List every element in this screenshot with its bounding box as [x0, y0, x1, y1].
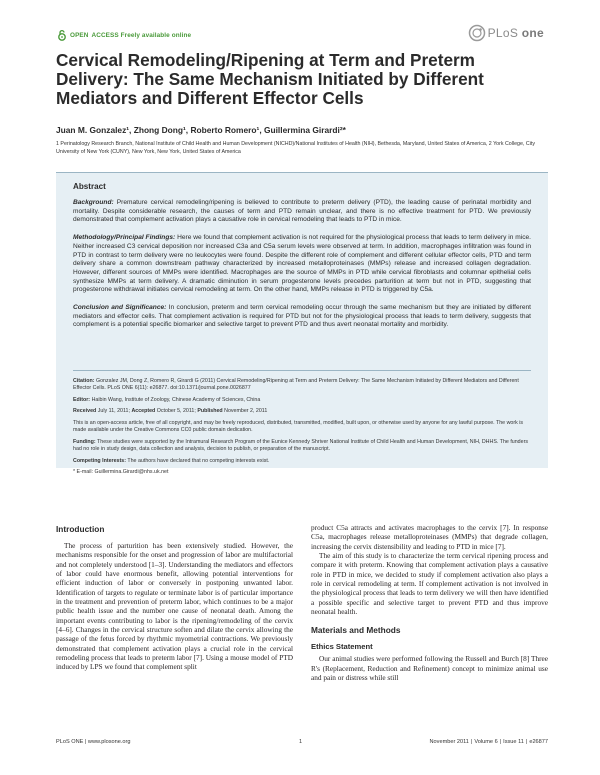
funding-label: Funding:: [73, 438, 96, 445]
introduction-heading: Introduction: [56, 524, 105, 534]
journal-name-one: one: [521, 26, 544, 40]
study-aim-paragraph: The aim of this study is to characterize the term cervical ripening process and compare it with preterm. Knowing that complement activation plays a causative role in PTD in mice, we decided to study if complement activation also plays a role in cervical remodeling at term. If complement activation is not involved in the physiological process that leads to term delivery we will then have identified a possible specific and selective target to prevent PTD and thus improve neonatal health.: [311, 551, 548, 617]
methods-heading: Materials and Methods: [311, 625, 401, 636]
citation: [73, 378, 531, 393]
received-date: July 11, 2011;: [97, 408, 130, 415]
background-text: Premature cervical remodeling/ripening is believed to contribute to preterm delivery (PTD), the leading cause of perinatal morbidity and mortality. Despite considerable research, the causes of term and PTD remain unclear, and there is no effective treatment for PTD. We previously demonstrated that complement activation plays a causative role in cervical remodeling that leads to PTD in mice.: [73, 199, 531, 224]
published-date: November 2, 2011: [224, 408, 268, 415]
footer-journal-site[interactable]: PLoS ONE | www.plosone.org: [56, 739, 131, 745]
footer-issue-info: November 2011 | Volume 6 | Issue 11 | e26877: [429, 739, 548, 745]
background-label: Background:: [73, 199, 114, 206]
competing-text: The authors have declared that no competing interests exist.: [127, 457, 270, 464]
abstract-content: [73, 182, 531, 339]
ethics-paragraph: Our animal studies were performed following the Russell and Burch [8] Three R's (Replacement, Reduction and Refinement) concept to minimize animal use and pain or distress while still: [311, 654, 548, 683]
abstract-conclusion: [73, 304, 531, 330]
abstract-background: [73, 199, 531, 225]
author-list: Juan M. Gonzalez¹, Zhong Dong¹, Roberto Romero¹, Guillermina Girardi²*: [56, 125, 346, 135]
editor-text: Haibin Wang, Institute of Zoology, Chinese Academy of Sciences, China: [91, 396, 261, 403]
journal-name: [488, 26, 544, 40]
conclusion-label: Conclusion and Significance:: [73, 304, 167, 312]
affiliations: 1 Perinatology Research Branch, National Institute of Child Health and Human Development (NICHD)/National Institutes of Health (NIH), Bethesda, Maryland, United States of America, 2 York College, City University of New York (CUNY), New York, New York, United States of America: [56, 141, 536, 156]
open-access-label: OPEN: [70, 31, 89, 39]
competing-interests: [73, 458, 531, 465]
abstract-methods: [73, 234, 531, 295]
journal-name-plos: PLoS: [487, 26, 519, 40]
abstract-box: [56, 172, 548, 476]
introduction-continued: product C5a attracts and activates macrophages to the cervix [7]. In response C5a, macrophages release metalloproteinases (MMPs) that degrade collagen, increasing the cervix distensibility and leading to PTD in mice [7].: [311, 523, 548, 551]
body-column-right: [311, 523, 548, 682]
competing-label: Competing Interests:: [73, 457, 126, 464]
footer-volume: Volume 6: [474, 739, 498, 745]
editor-label: Editor:: [73, 396, 91, 403]
ethics-heading: Ethics Statement: [311, 642, 373, 652]
methods-text: Here we found that complement activation is not required for the physiological process that leads to term delivery in mice. Neither increased C3 cervical deposition nor increased C3a and C5a serum levels were observed at term. In addition, macrophages infiltration was found in PTD in contrast to term delivery were no leukocytes were found. Despite the different role of complement and different cellular effector cells, PTD and term delivery share a common downstream pathway characterized by increased metalloproteinases (MMPs) release and increased collagen degradation. However, different sources of MMPs were identified. Macrophages are the source of MMPs in PTD while cervical fibroblasts and columnar epithelial cells synthesize MMPs at term delivery. A dramatic diminution in serum progesterone levels precedes parturition at term but not in PTD, suggesting that progesterone withdrawal initiates cervical remodeling at term. On the other hand, MMPs release in PTD is triggered by C5a.: [73, 234, 531, 294]
conclusion-text: In conclusion, preterm and term cervical remodeling occur through the same mechanism but they are initiated by different mediators and effector cells. That complement activation is required for PTD but not for the physiological process that leads to term delivery, suggests that complement is a potential specific biomarker and selective target to prevent PTD and thus avert neonatal mortality and morbidity.: [73, 304, 531, 329]
received-label: Received: [73, 408, 97, 415]
page-footer: [56, 736, 548, 748]
body-column-left: [56, 524, 293, 672]
funding-text: These studies were supported by the Intramural Research Program of the Eunice Kennedy Shriver National Institute of Child Health and Human Development, NIH, DHHS. The funders had no role in study design, data collection and analysis, decision to publish, or preparation of the manuscript.: [73, 438, 528, 453]
article-title: Cervical Remodeling/Ripening at Term and Preterm Delivery: The Same Mechanism Initiated by Different Mediators and Different Effector Cells: [56, 50, 484, 108]
citation-label: Citation:: [73, 378, 95, 384]
footer-article-id: e26877: [529, 739, 548, 745]
open-access-lock-icon: [57, 30, 67, 41]
footer-issue: Issue 11: [503, 739, 524, 745]
abstract-heading: Abstract: [73, 182, 106, 191]
open-access-badge: [57, 28, 191, 42]
access-label: ACCESS Freely available online: [91, 31, 192, 39]
footer-date: November 2011: [429, 739, 469, 745]
published-label: Published: [197, 408, 223, 415]
article-metadata: [73, 378, 531, 481]
citation-text: Gonzalez JM, Dong Z, Romero R, Girardi G (2011) Cervical Remodeling/Ripening at Term and Preterm Delivery: The Same Mechanism Initiated by Different Mediators and Different Effector Cells. PLoS ONE 6(11): e26877. doi:10.1371/journal.pone.0026877: [73, 378, 519, 392]
abstract-divider: [73, 370, 531, 371]
methods-label: Methodology/Principal Findings:: [73, 234, 176, 242]
license: This is an open-access article, free of all copyright, and may be freely reproduced, distributed, transmitted, modified, built upon, or otherwise used by anyone for any lawful purpose. The work is made available under the Creative Commons CC0 public domain dedication.: [73, 420, 524, 434]
journal-logo: [468, 24, 544, 42]
accepted-label: Accepted: [131, 408, 156, 415]
funding: [73, 439, 531, 454]
editor: [73, 397, 531, 404]
footer-page-number: 1: [299, 739, 303, 745]
plos-logo-icon: [468, 24, 486, 42]
corresponding-email[interactable]: * E-mail: Guillermina.Girardi@nhs.uk.net: [73, 469, 169, 476]
spacer: [311, 616, 548, 619]
accepted-date: October 5, 2011;: [156, 408, 196, 415]
dates: [73, 408, 531, 415]
introduction-paragraph: The process of parturition has been extensively studied. However, the mechanisms responsible for the onset and progression of labor are multifactorial and not completely understood [1–3]. Understanding the mediators and effectors of labor could have enormous benefit, allowing potential interventions for efficient induction of labor or conversely in postponing unwanted labor. Identification of targets to regulate or terminate labor is of particular importance in the treatment and prevention of preterm labor, which continues to be a major public health issue and the number one cause of neonatal death. Among the important events contributing to labor is the ripening/remodeling of the cervix [4–6]. Changes in the cervical structure soften and dilate the cervix allowing the passage of the fetus forced by rhythmic myometrial contractions. We previously demonstrated that complement activation plays a crucial role in the cervical remodeling process that leads to preterm labor [7]. Using a mouse model of PTD induced by LPS we found that complement split: [56, 541, 293, 672]
